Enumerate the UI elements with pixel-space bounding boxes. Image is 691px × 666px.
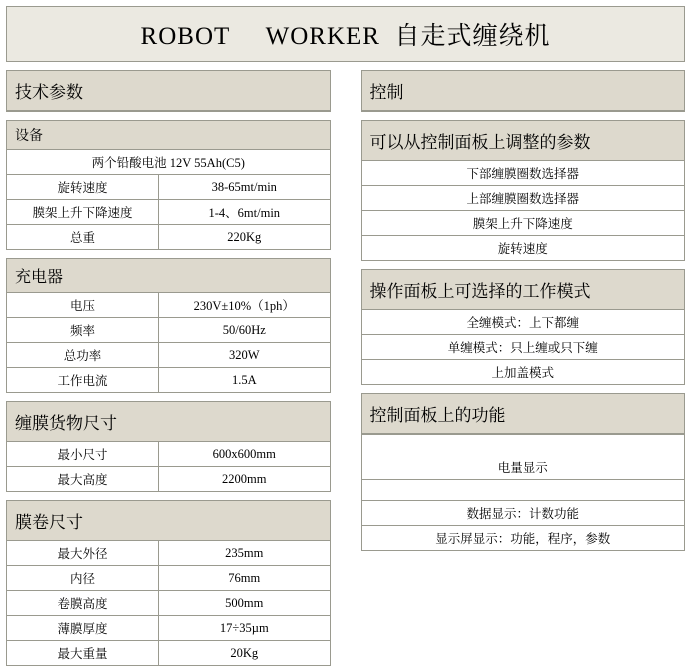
cell-value: 230V±10%（1ph） bbox=[193, 299, 295, 313]
section-load-size-table bbox=[7, 442, 330, 491]
section-adjustable-parameters-title: 可以从控制面板上调整的参数 bbox=[362, 121, 685, 161]
left-heading-block bbox=[6, 70, 331, 112]
list-item: 显示屏显示：功能，程序，参数 bbox=[362, 525, 685, 550]
cell-label: 电压 bbox=[7, 293, 159, 318]
right-heading-block bbox=[361, 70, 686, 112]
cell-label: 最大重量 bbox=[7, 641, 159, 666]
content-columns bbox=[6, 70, 685, 666]
spacer bbox=[362, 479, 685, 500]
cell-value: 320W bbox=[159, 343, 330, 368]
table-row bbox=[7, 150, 330, 175]
cell-label: 卷膜高度 bbox=[7, 591, 159, 616]
cell-value: 235mm bbox=[225, 545, 264, 560]
section-equipment-table bbox=[7, 150, 330, 249]
list-item: 单缠模式：只上缠或只下缠 bbox=[362, 334, 685, 359]
cell-label: 最大高度 bbox=[7, 467, 159, 492]
section-equipment bbox=[6, 120, 331, 250]
table-row bbox=[7, 368, 330, 393]
list-item: 全缠模式：上下都缠 bbox=[466, 316, 579, 330]
cell-label: 频率 bbox=[7, 318, 159, 343]
spacer bbox=[362, 434, 685, 455]
table-row bbox=[7, 541, 330, 566]
table-row bbox=[7, 200, 330, 225]
table-row bbox=[7, 616, 330, 641]
cell-label: 工作电流 bbox=[7, 368, 159, 393]
table-row bbox=[7, 343, 330, 368]
left-column bbox=[6, 70, 331, 666]
table-row bbox=[7, 566, 330, 591]
table-row bbox=[7, 225, 330, 250]
cell-label: 最小尺寸 bbox=[7, 442, 159, 467]
table-row bbox=[7, 293, 330, 318]
list-item: 上加盖模式 bbox=[362, 359, 685, 384]
document-title-bar bbox=[6, 6, 685, 62]
cell-label: 旋转速度 bbox=[7, 175, 159, 200]
cell-value: 2200mm bbox=[159, 467, 330, 492]
section-charger bbox=[6, 258, 331, 393]
cell-value: 1.5A bbox=[159, 368, 330, 393]
section-load-size-title: 缠膜货物尺寸 bbox=[7, 402, 330, 442]
table-row bbox=[7, 467, 330, 492]
cell-label: 最大外径 bbox=[7, 541, 159, 566]
table-row bbox=[7, 641, 330, 666]
section-adjustable-parameters bbox=[361, 120, 686, 261]
section-film-roll-size bbox=[6, 500, 331, 666]
list-item: 数据显示：计数功能 bbox=[362, 500, 685, 525]
cell-value: 1-4、6mt/min bbox=[159, 200, 330, 225]
list-item: 上部缠膜圈数选择器 bbox=[362, 185, 685, 210]
table-row bbox=[7, 318, 330, 343]
table-row bbox=[7, 591, 330, 616]
section-work-modes bbox=[361, 269, 686, 385]
list-item: 膜架上升下降速度 bbox=[362, 210, 685, 235]
cell-value: 76mm bbox=[159, 566, 330, 591]
cell-value: 20Kg bbox=[159, 641, 330, 666]
list-item: 下部缠膜圈数选择器 bbox=[466, 167, 579, 181]
cell-label: 总功率 bbox=[7, 343, 159, 368]
cell-label: 薄膜厚度 bbox=[7, 616, 159, 641]
section-work-modes-title: 操作面板上可选择的工作模式 bbox=[362, 270, 685, 310]
cell-value: 38-65mt/min bbox=[159, 175, 330, 200]
section-charger-table bbox=[7, 293, 330, 392]
left-heading: 技术参数 bbox=[7, 71, 330, 111]
page-title: ROBOT WORKER 自走式缠绕机 bbox=[140, 23, 551, 50]
table-row bbox=[7, 175, 330, 200]
section-panel-functions-title: 控制面板上的功能 bbox=[362, 394, 685, 434]
cell-value: 600x600mm bbox=[212, 446, 276, 461]
cell-label: 总重 bbox=[7, 225, 159, 250]
right-heading: 控制 bbox=[362, 71, 685, 111]
cell-label: 膜架上升下降速度 bbox=[7, 200, 159, 225]
cell-value: 500mm bbox=[159, 591, 330, 616]
right-column bbox=[361, 70, 686, 666]
cell-value: 两个铅酸电池 12V 55Ah(C5) bbox=[91, 156, 245, 170]
list-item: 电量显示 bbox=[497, 461, 548, 475]
section-panel-functions bbox=[361, 393, 686, 551]
cell-value: 17÷35µm bbox=[159, 616, 330, 641]
table-row bbox=[7, 442, 330, 467]
cell-label: 内径 bbox=[7, 566, 159, 591]
section-load-size bbox=[6, 401, 331, 492]
cell-value: 220Kg bbox=[159, 225, 330, 250]
section-film-roll-size-table bbox=[7, 541, 330, 665]
section-charger-title: 充电器 bbox=[7, 259, 330, 293]
list-item: 旋转速度 bbox=[362, 235, 685, 260]
section-film-roll-size-title: 膜卷尺寸 bbox=[7, 501, 330, 541]
section-equipment-title: 设备 bbox=[7, 121, 330, 150]
cell-value: 50/60Hz bbox=[159, 318, 330, 343]
